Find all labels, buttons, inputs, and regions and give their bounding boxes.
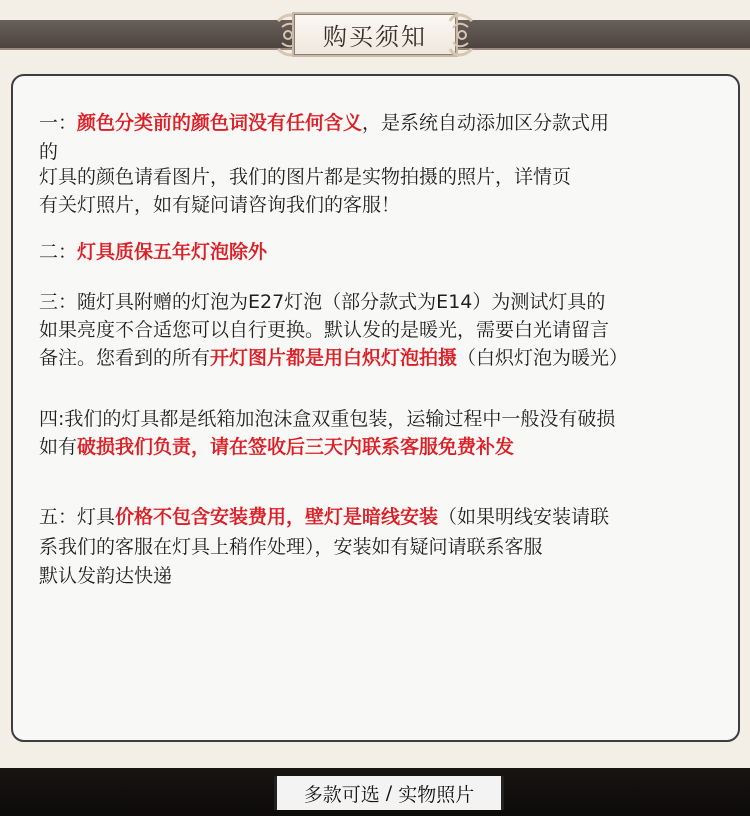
notice-line-10-part-1: 如有 bbox=[39, 436, 78, 458]
notice-line-6-part-1: 三：随灯具附赠的灯泡为E27灯泡（部分款式为E14）为测试灯具的 bbox=[39, 291, 606, 313]
notice-line-10-part-2: 破损我们负责，请在签收后三天内联系客服免费补发 bbox=[77, 436, 515, 458]
notice-line-5-part-1: 二： bbox=[39, 241, 78, 263]
notice-line-11 bbox=[39, 506, 609, 529]
notice-line-2-part-1: 的 bbox=[39, 141, 59, 163]
purchase-notice-card bbox=[11, 74, 740, 742]
notice-line-11-part-2: 价格不包含安装费用，壁灯是暗线安装 bbox=[115, 506, 439, 528]
bottom-left-label: 多款可选 bbox=[303, 783, 380, 806]
notice-line-4 bbox=[39, 194, 400, 217]
top-banner bbox=[0, 0, 750, 70]
notice-line-8-part-2: 开灯图片都是用白炽灯泡拍摄 bbox=[210, 347, 458, 369]
notice-line-8-part-1: 备注。您看到的所有 bbox=[39, 347, 211, 369]
bottom-right-label: 实物照片 bbox=[398, 783, 475, 806]
right-ornament-icon bbox=[444, 7, 480, 63]
page-title: 购买须知 bbox=[323, 23, 427, 51]
notice-line-13 bbox=[39, 565, 172, 588]
notice-line-8 bbox=[39, 347, 628, 370]
notice-line-3-part-1: 灯具的颜色请看图片，我们的图片都是实物拍摄的照片，详情页 bbox=[39, 166, 572, 188]
notice-line-10 bbox=[39, 436, 514, 459]
notice-line-1-part-1: 一： bbox=[39, 112, 78, 134]
notice-line-12 bbox=[39, 536, 543, 559]
notice-line-9-part-1: 四:我们的灯具都是纸箱加泡沫盒双重包装，运输过程中一般没有破损 bbox=[39, 408, 616, 430]
bottom-divider: / bbox=[385, 782, 393, 804]
notice-line-1 bbox=[39, 112, 609, 135]
notice-line-13-part-1: 默认发韵达快递 bbox=[39, 565, 173, 587]
notice-line-12-part-1: 系我们的客服在灯具上稍作处理），安装如有疑问请联系客服 bbox=[39, 536, 543, 558]
notice-line-7-part-1: 如果亮度不合适您可以自行更换。默认发的是暖光，需要白光请留言 bbox=[39, 319, 610, 341]
notice-line-4-part-1: 有关灯照片，如有疑问请咨询我们的客服！ bbox=[39, 194, 401, 216]
notice-line-6 bbox=[39, 291, 605, 314]
notice-line-11-part-3: （如果明线安装请联 bbox=[438, 506, 610, 528]
bottom-label-wrap bbox=[274, 776, 504, 810]
notice-line-5 bbox=[39, 241, 267, 264]
notice-line-8-part-3: （白炽灯泡为暖光） bbox=[457, 347, 629, 369]
notice-line-3 bbox=[39, 166, 571, 189]
notice-line-5-part-2: 灯具质保五年灯泡除外 bbox=[77, 241, 268, 263]
title-plate bbox=[292, 12, 458, 57]
notice-line-1-part-3: ，是系统自动添加区分款式用 bbox=[362, 112, 610, 134]
notice-line-2 bbox=[39, 141, 58, 164]
notice-line-1-part-2: 颜色分类前的颜色词没有任何含义 bbox=[77, 112, 363, 134]
notice-line-11-part-1: 五：灯具 bbox=[39, 506, 116, 528]
notice-line-7 bbox=[39, 319, 609, 342]
notice-line-9 bbox=[39, 408, 615, 431]
